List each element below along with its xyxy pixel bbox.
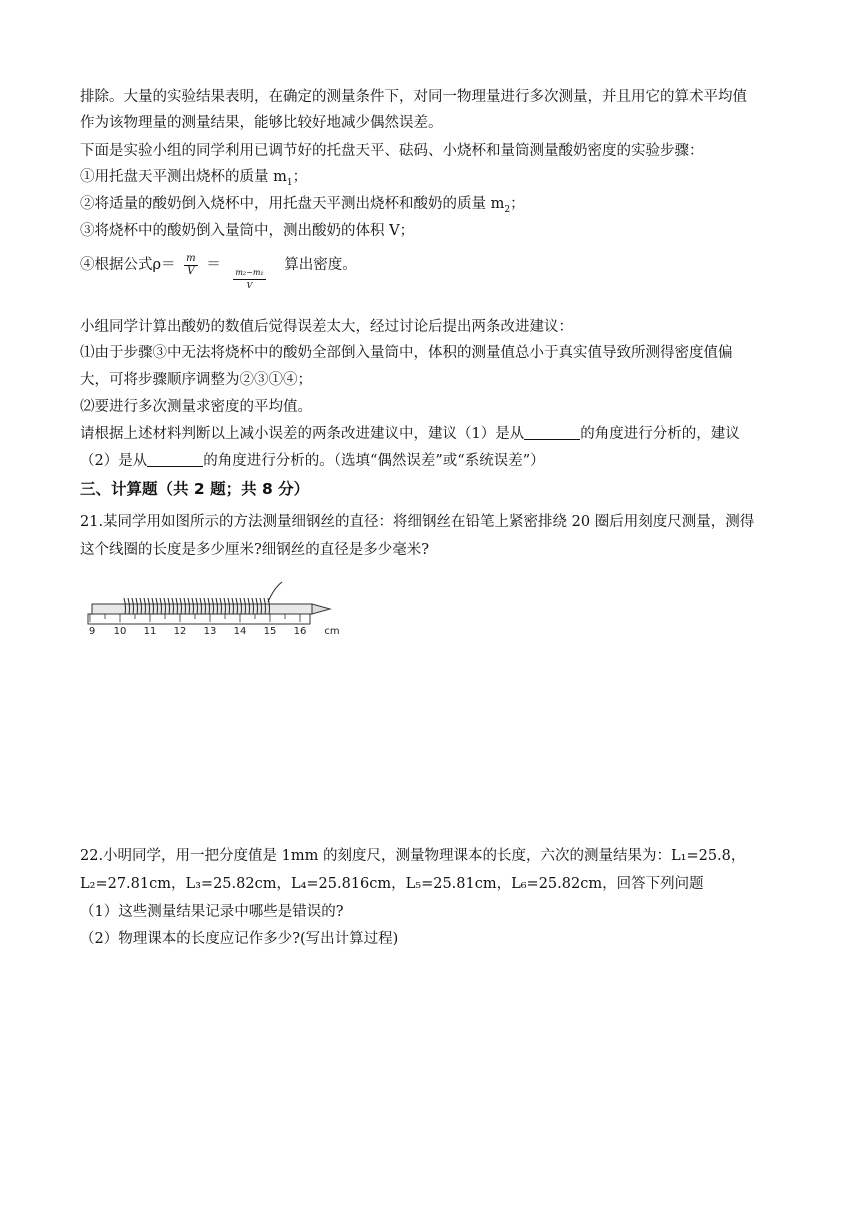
paragraph-line: 排除。大量的实验结果表明，在确定的测量条件下，对同一物理量进行多次测量，并且用它的算术平均值	[80, 89, 747, 105]
question-22-sub: （1）这些测量结果记录中哪些是错误的?	[80, 904, 344, 920]
fill-blank-text: （2）是从	[80, 453, 148, 469]
paragraph-line: ⑵要进行多次测量求密度的平均值。	[80, 399, 312, 415]
step-1	[80, 167, 800, 193]
fraction-denominator: V	[246, 280, 253, 290]
fill-blank-text: 的角度进行分析的，建议	[580, 426, 740, 442]
equals-sign: ＝	[206, 257, 221, 273]
step-3: ③将烧杯中的酸奶倒入量筒中，测出酸奶的体积 V；	[80, 223, 415, 239]
step-4-text: ④根据公式ρ＝	[80, 257, 176, 273]
punctuation: ；	[510, 196, 525, 212]
question-22-line: L₂=27.81cm，L₃=25.82cm，L₄=25.816cm，L₅=25.81cm，L₆=25.82cm，回答下列问题	[80, 876, 704, 892]
paragraph-line: ⑴由于步骤③中无法将烧杯中的酸奶全部倒入量筒中，体积的测量值总小于真实值导致所测得密度值偏	[80, 345, 733, 361]
subscript: 1	[286, 177, 293, 188]
ruler-tick-label: 15	[263, 626, 277, 637]
fill-blank-line	[80, 424, 800, 444]
ruler-tick-label: 9	[88, 626, 96, 637]
fraction-denominator: V	[187, 265, 195, 277]
step-1-text: ①用托盘天平测出烧杯的质量 m	[80, 169, 287, 185]
question-22-line: 22.小明同学，用一把分度值是 1mm 的刻度尺，测量物理课本的长度，六次的测量结果为：L₁=25.8，	[80, 848, 746, 864]
ruler-unit-label: cm	[324, 626, 340, 637]
answer-blank-2[interactable]	[147, 452, 203, 467]
paragraph-line: 作为该物理量的测量结果，能够比较好地减少偶然误差。	[80, 115, 443, 131]
paragraph-line: 大，可将步骤顺序调整为②③①④；	[80, 372, 312, 388]
paragraph-line: 下面是实验小组的同学利用已调节好的托盘天平、砝码、小烧杯和量筒测量酸奶密度的实验步骤：	[80, 143, 704, 159]
answer-blank-1[interactable]	[524, 425, 580, 440]
fraction-mass-diff-over-v	[233, 267, 265, 292]
fill-blank-text: 请根据上述材料判断以上减小误差的两条改进建议中，建议（1）是从	[80, 426, 525, 442]
ruler-tick-label: 14	[233, 626, 247, 637]
question-21-line: 21.某同学用如图所示的方法测量细钢丝的直径：将细钢丝在铅笔上紧密排绕 20 圈后用刻度尺测量，测得	[80, 514, 755, 530]
step-4-end: 算出密度。	[284, 257, 357, 273]
ruler-coil-figure	[86, 580, 346, 638]
pencil-tip	[312, 604, 330, 614]
ruler-tick-label: 16	[293, 626, 307, 637]
question-22-sub: （2）物理课本的长度应记作多少?(写出计算过程)	[80, 931, 399, 947]
fill-blank-line	[80, 451, 800, 471]
section-heading: 三、计算题（共 2 题；共 8 分）	[80, 480, 310, 498]
step-2	[80, 194, 800, 220]
fraction-numerator: m	[186, 252, 196, 264]
ruler-tick-label: 12	[173, 626, 187, 637]
question-21-line: 这个线圈的长度是多少厘米?细钢丝的直径是多少毫米?	[80, 542, 430, 558]
ruler-body	[88, 614, 310, 624]
ruler-tick-label: 10	[113, 626, 127, 637]
paragraph-line: 小组同学计算出酸奶的数值后觉得误差太大，经过讨论后提出两条改进建议：	[80, 319, 573, 335]
punctuation: ；	[292, 169, 308, 185]
ruler-tick-label: 13	[203, 626, 217, 637]
fraction-m-over-v	[184, 253, 197, 278]
subscript: 2	[504, 204, 511, 215]
fill-blank-text: 的角度进行分析的。（选填“偶然误差”或“系统误差”）	[203, 453, 545, 469]
fraction-numerator: m₂−m₁	[233, 267, 265, 280]
step-4	[80, 252, 800, 290]
step-2-text: ②将适量的酸奶倒入烧杯中，用托盘天平测出烧杯和酸奶的质量 m	[80, 196, 505, 212]
ruler-tick-label: 11	[143, 626, 157, 637]
